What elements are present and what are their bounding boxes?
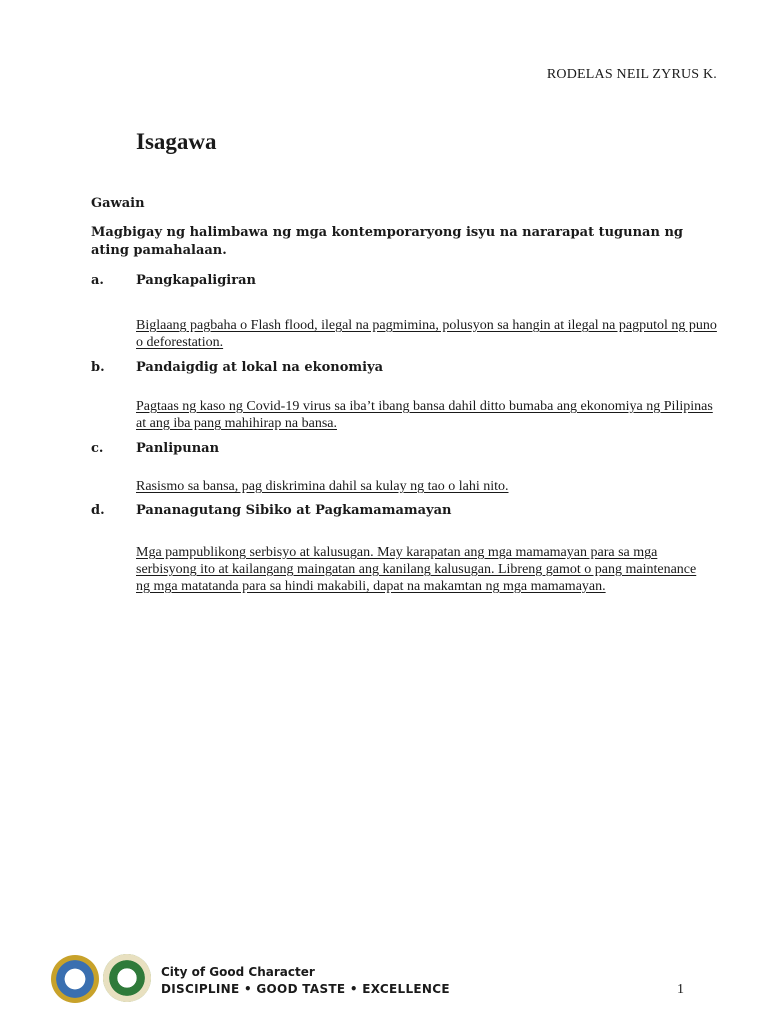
page-number: 1 <box>677 982 684 997</box>
footer-motto: DISCIPLINE • GOOD TASTE • EXCELLENCE <box>161 982 450 996</box>
page-title: Isagawa <box>136 129 217 154</box>
item-answer-b: Pagtaas ng kaso ng Covid-19 virus sa iba’t ibang bansa dahil ditto bumaba ang ekonomiya ng Pilipinas at ang iba pang mahihirap na bansa. <box>136 399 713 431</box>
page-footer <box>0 950 768 1010</box>
item-letter-c: c. <box>91 441 104 456</box>
instruction-text: Magbigay ng halimbawa ng mga kontemporaryong isyu na nararapat tugunan ng ating pamahalaan. <box>91 225 683 258</box>
item-heading-d: Pananagutang Sibiko at Pagkamamamayan <box>136 503 452 518</box>
item-heading-c: Panlipunan <box>136 441 220 456</box>
item-answer-c: Rasismo sa bansa, pag diskrimina dahil sa kulay ng tao o lahi nito. <box>136 479 509 494</box>
item-letter-b: b. <box>91 360 105 375</box>
item-heading-a: Pangkapaligiran <box>136 273 256 288</box>
item-answer-a: Biglaang pagbaha o Flash flood, ilegal na pagmimina, polusyon sa hangin at ilegal na pagputol ng puno o deforestation. <box>136 318 717 350</box>
section-label: Gawain <box>91 196 145 211</box>
item-heading-b: Pandaigdig at lokal na ekonomiya <box>136 360 384 375</box>
school-seal-logo <box>51 955 99 1003</box>
item-letter-a: a. <box>91 273 104 288</box>
author-name: RODELAS NEIL ZYRUS K. <box>546 67 717 82</box>
item-letter-d: d. <box>91 503 105 518</box>
item-answer-d: Mga pampublikong serbisyo at kalusugan. May karapatan ang mga mamamayan para sa mga serbisyong ito at kailangang maingatan ang kanilang kalusugan. Libreng gamot o pang maintenance ng mga matatanda para sa hindi makabili, dapat na makamtan ng mga mamamayan. <box>136 545 697 594</box>
footer-tagline: City of Good Character <box>161 965 315 979</box>
division-seal-logo <box>103 954 151 1002</box>
